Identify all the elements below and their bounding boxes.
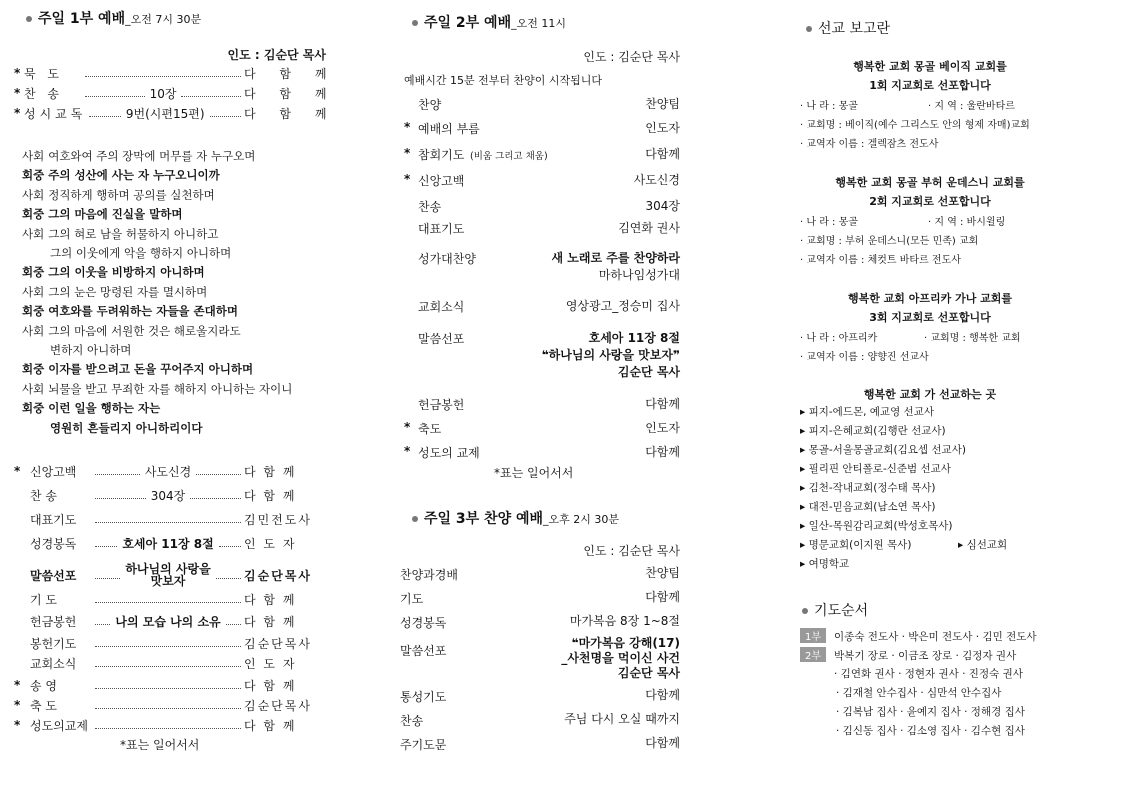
order-label: 찬양과경배 [400,568,458,582]
order-label: 예배의 부름 [418,122,480,136]
reading-text: 그의 이웃을 비방하지 아니하며 [48,265,205,280]
star-mark: * [14,106,21,120]
leader-dots [226,624,241,625]
order-person: 김순단목사 [244,568,312,583]
reading-text: 그의 눈은 망령된 자를 멸시하며 [48,284,208,299]
order-detail: 하나님의 사랑을 맛보자 [125,562,211,588]
star-mark: * [14,464,21,478]
order-label: 성도의 교제 [418,446,480,460]
order-label: 헌금봉헌 [418,398,465,412]
order-row [14,534,326,552]
bullet-dot-icon [412,516,418,522]
reading-speaker: 사회 [22,284,45,299]
order-person [645,590,680,605]
order-value: 304장 [645,199,680,213]
reading-speaker: 회중 [22,304,45,319]
mission-minister: · 교역자 이름 : 체컷트 바타르 전도사 [800,255,961,266]
order-label: 교회소식 [30,656,77,671]
star-mark: * [404,120,411,134]
order-row [396,396,686,414]
service-1-leader: 인도 : 김순단 목사 [227,48,326,62]
mission-country: · 나 라 : 몽골 [800,101,858,112]
order-detail: 나의 모습 나의 소유 [115,614,221,629]
mission-country: · 나 라 : 몽골 [800,217,858,228]
reading-speaker: 사회 [22,149,45,163]
reading-text: 여호와를 두려워하는 자들을 존대하며 [48,304,238,319]
star-mark: * [404,172,411,186]
order-person [645,120,680,137]
order-label: 찬송 [400,714,424,728]
order-row [396,298,686,316]
order-row [396,590,686,608]
order-label: 성시교독 [24,106,87,121]
order-person: 김순단목사 [244,698,312,713]
reading-line [50,342,131,358]
reading-text: 뇌물을 받고 무죄한 자를 해하지 아니하는 자이니 [48,381,293,396]
order-row [396,146,686,164]
reading-text: 이런 일을 행하는 자는 [48,401,161,416]
reading-line [22,167,220,183]
order-value: 사도신경 [633,173,680,187]
support-item: ▸ 여명학교 [800,558,850,570]
order-person [566,298,680,315]
star-mark: * [404,146,411,160]
order-value: ❝마가복음 강해(17) [571,636,680,650]
reading-line [22,264,205,280]
order-person: 다 함 께 [244,464,297,479]
prayer-line: · 김복남 집사 · 윤예지 집사 · 정해경 집사 [836,706,1025,718]
reading-text: 그의 이웃에게 악을 행하지 아니하며 [50,246,232,260]
order-person: 김민전도사 [244,512,312,527]
reading-text: 이자를 받으려고 돈을 꾸어주지 아니하며 [48,362,254,377]
order-person: 다 함 께 [244,614,297,629]
star-mark: * [14,66,21,80]
reading-line [22,148,255,164]
mission-declaration: 2회 지교회로 선포합니다 [869,195,991,208]
order-row [14,64,337,82]
reading-text: 그의 마음에 서원한 것은 해로울지라도 [48,323,241,338]
reading-line [22,303,238,319]
leader-dots [95,688,241,689]
reading-speaker: 회중 [22,265,45,280]
mission-church: · 교회명 : 베이직(예수 그리스도 안의 형제 자매)교회 [800,120,1030,131]
order-row [396,420,686,438]
order-label: 참회기도 [418,148,465,162]
support-item: ▸ 필리핀 안티폴로-신준범 선교사 [800,463,951,475]
mission-church: · 교회명 : 부허 운데스니(모든 민족) 교회 [800,236,979,247]
order-value: 다함께 [645,397,680,411]
badge-1bu: 1부 [800,628,826,643]
mission-country: · 나 라 : 아프리카 [800,333,878,344]
order-value: 새 노래로 주를 찬양하라 [551,251,680,265]
order-label: 찬양 [418,98,442,112]
mission-heading: 행복한 교회 몽골 베이직 교회를 [853,60,1007,73]
support-title: 행복한 교회 가 선교하는 곳 [863,388,997,401]
leader-dots [95,624,110,625]
order-row [396,220,686,238]
order-row [14,654,326,672]
order-person: 다 함 께 [244,86,337,101]
order-person [570,614,680,629]
prayer-line: · 김연화 권사 · 정현자 권사 · 진정숙 권사 [834,668,1023,680]
support-item: ▸ 피지-은혜교회(김행란 선교사) [800,425,946,437]
order-person: 다 함 께 [244,592,297,607]
order-label: 성가대찬양 [418,252,476,266]
badge-2bu: 2부 [800,647,826,662]
order-label: 통성기도 [400,690,447,704]
order-value-2: _사천명을 먹이신 사건 [561,651,680,665]
order-row [396,636,686,680]
order-label: 축 도 [30,698,57,713]
order-value: 호세아 11장 8절 [588,331,680,345]
leader-dots [210,116,242,117]
leader-dots [95,602,241,603]
service-3-leader: 인도 : 김순단 목사 [583,544,680,558]
prayer-line-2: 2부 박복기 장로 · 이금조 장로 · 김정자 권사 [800,647,1016,663]
order-row [396,614,686,632]
mission-declaration: 3회 지교회로 선포합니다 [869,311,991,324]
reading-text: 주의 성산에 사는 자 누구오니이까 [48,168,220,183]
reading-line [22,323,241,339]
order-row [396,330,686,379]
order-row [14,696,326,714]
mission-church: · 교회명 : 행복한 교회 [924,333,1021,344]
order-row [14,634,326,652]
order-row [14,612,326,630]
leader-dots [89,116,121,117]
order-label: 묵 도 [24,66,63,81]
leader-dots [95,498,146,499]
order-detail: 10장 [149,86,177,101]
reading-speaker: 사회 [22,187,45,202]
service-2-standing-note: *표는 일어서서 [494,466,574,480]
mission-heading: 행복한 교회 아프리카 가나 교회를 [847,292,1013,305]
order-row [396,172,686,190]
order-label: 신앙고백 [30,464,77,479]
order-label: 말씀선포 [400,644,447,658]
reading-text: 그의 혀로 남을 허물하지 아니하고 [48,226,219,241]
order-label: 축도 [418,422,442,436]
leader-dots [181,96,241,97]
order-detail: 사도신경 [144,464,192,479]
order-label: 대표기도 [30,512,77,527]
prayer-line: · 김신동 집사 · 김소영 집사 · 김수현 집사 [836,725,1025,737]
service-1-standing-note: *표는 일어서서 [120,738,200,752]
order-value: 다함께 [645,445,680,459]
order-row [14,84,337,102]
leader-dots [95,546,117,547]
reading-text: 그의 마음에 진실을 말하며 [48,207,183,222]
bullet-dot-icon [806,26,812,32]
support-item: ▸ 몽골-서울몽골교회(김요셉 선교사) [800,444,966,456]
order-row [14,590,326,608]
order-label: 찬 송 [24,86,63,101]
reading-line [50,420,202,436]
order-row [14,560,326,590]
service-2-leader: 인도 : 김순단 목사 [583,50,680,64]
order-person [645,146,680,163]
order-value-3: 김순단 목사 [617,365,680,379]
order-value: 다함께 [645,590,680,604]
reading-line [50,245,231,261]
prayer-title: 기도순서 [802,600,868,620]
leader-dots [95,666,241,667]
support-item: ▸ 김천-작내교회(정수태 목사) [800,482,936,494]
order-detail: 9번(시편15편) [125,106,205,121]
order-person [645,96,680,113]
leader-dots [196,474,241,475]
order-row [396,712,686,730]
reading-speaker: 회중 [22,401,45,416]
reading-speaker: 사회 [22,226,45,241]
support-item: ▸ 명문교회(이지원 목사) [800,539,912,551]
mission-region: · 지 역 : 바시윌링 [928,217,1006,228]
order-value: 찬양팀 [645,97,680,111]
leader-dots [190,498,241,499]
leader-dots [95,646,241,647]
star-mark: * [404,420,411,434]
star-mark: * [14,86,21,100]
bullet-dot-icon [802,608,808,614]
order-label: 송 영 [30,678,57,693]
mission-minister: · 교역자 이름 : 겔렉잠츠 전도사 [800,139,939,150]
order-label: 찬 송 [30,488,57,503]
reading-line [22,206,182,222]
order-label: 신앙고백 [418,174,465,188]
order-person: 김순단목사 [244,636,312,651]
reading-speaker: 회중 [22,168,45,183]
reading-line [22,400,160,416]
reading-text: 영원히 흔들리지 아니하리이다 [50,420,203,435]
order-label: 주기도문 [400,738,447,752]
support-item: ▸ 일산-목원감리교회(박성호목사) [800,520,953,532]
order-person [552,250,680,284]
leader-dots [219,546,241,547]
order-person [645,396,680,413]
mission-title: 선교 보고란 [806,18,890,38]
mission-heading: 행복한 교회 몽골 부허 운데스니 교회를 [835,176,1025,189]
order-person [561,636,680,681]
order-row [14,510,326,528]
order-row [396,198,686,216]
order-value: 김연화 권사 [618,221,680,235]
order-person: 인 도 자 [244,656,297,671]
order-row [396,736,686,754]
order-person [634,172,680,189]
support-item: ▸ 심선교회 [958,539,1008,551]
order-person: 다 함 께 [244,66,337,81]
order-person: 인 도 자 [244,536,297,551]
order-label: 봉헌기도 [30,636,77,651]
order-value: 인도자 [645,421,680,435]
bullet-dot-icon [412,20,418,26]
reading-text: 정직하게 행하며 공의를 실천하며 [48,187,215,202]
order-label: 말씀선포 [418,332,465,346]
order-value: 다함께 [645,688,680,702]
star-mark: * [404,444,411,458]
order-value: 인도자 [645,121,680,135]
mission-declaration: 1회 지교회로 선포합니다 [869,79,991,92]
order-detail: 호세아 11장 8절 [122,536,214,551]
order-label: 헌금봉헌 [30,614,77,629]
order-value: 마가복음 8장 1~8절 [569,614,680,628]
leader-dots [95,578,120,579]
leader-dots [95,728,241,729]
order-value: 주님 다시 오실 때까지 [564,712,680,726]
order-label: 성경봉독 [400,616,447,630]
prayer-line: · 김재철 안수집사 · 심만석 안수집사 [836,687,1002,699]
reading-speaker: 회중 [22,362,45,377]
reading-line [22,381,292,397]
order-person [645,566,680,581]
order-person [564,712,680,727]
order-person [646,198,681,215]
order-person [542,330,680,381]
order-note: (비움 그리고 채움) [470,151,548,162]
leader-dots [95,522,241,523]
order-label: 말씀선포 [30,568,77,583]
order-person: 다 함 께 [244,718,297,733]
order-detail: 304장 [150,488,186,503]
order-row [396,120,686,138]
order-person [645,444,680,461]
order-value: 영상광고_정승미 집사 [565,299,680,313]
support-item: ▸ 피지-에드몬, 예교영 선교사 [800,406,934,418]
reading-speaker: 사회 [22,323,45,338]
order-label: 교회소식 [418,300,465,314]
order-label: 기 도 [30,592,57,607]
order-row [396,688,686,706]
bullet-dot-icon [26,16,32,22]
order-row [14,486,326,504]
order-row [396,566,686,584]
reading-line [22,361,253,377]
star-mark: * [14,698,21,712]
reading-speaker: 사회 [22,381,45,396]
order-row [14,462,326,480]
order-value-2: ❝하나님의 사랑을 맛보자❞ [541,348,680,362]
order-label: 대표기도 [418,222,465,236]
order-person: 다 함 께 [244,106,337,121]
order-row [14,104,337,122]
mission-region: · 지 역 : 울란바타르 [928,101,1015,112]
order-label: 성도의교제 [30,718,88,733]
leader-dots [85,96,145,97]
reading-speaker: 회중 [22,207,45,222]
order-row [396,444,686,462]
order-value: 다함께 [645,147,680,161]
star-mark: * [14,718,21,732]
order-value: 다함께 [645,736,680,750]
order-row [14,716,326,734]
service-2-intro: 예배시간 15분 전부터 찬양이 시작됩니다 [404,74,602,87]
order-person [645,688,680,703]
leader-dots [216,578,241,579]
service-1-title: 주일 1부 예배_오전 7시 30분 [26,8,201,28]
order-value-2: 마하나임성가대 [598,268,680,282]
reading-text: 여호와여 주의 장막에 머무를 자 누구오며 [48,149,256,163]
order-row [14,676,326,694]
order-person: 다 함 께 [244,488,297,503]
order-row [396,250,686,282]
service-2-title: 주일 2부 예배_오전 11시 [412,12,566,32]
order-person [645,736,680,751]
service-3-title: 주일 3부 찬양 예배_오후 2시 30분 [412,508,619,528]
reading-line [22,284,207,300]
order-person: 다 함 께 [244,678,297,693]
support-item: ▸ 대전-믿음교회(남소연 목사) [800,501,936,513]
reading-line [22,226,218,242]
order-person [645,420,680,437]
leader-dots [95,708,241,709]
prayer-line-1: 1부 이종숙 전도사 · 박은미 전도사 · 김민 전도사 [800,628,1037,644]
order-label: 기도 [400,592,424,606]
order-value-3: 김순단 목사 [617,666,680,680]
mission-minister: · 교역자 이름 : 양향진 선교사 [800,352,929,363]
order-label: 찬송 [418,200,442,214]
order-row [396,96,686,114]
order-person [618,220,680,237]
star-mark: * [14,678,21,692]
reading-text: 변하지 아니하며 [50,343,132,357]
order-value: 찬양팀 [645,566,680,580]
leader-dots [95,474,140,475]
order-label: 성경봉독 [30,536,77,551]
leader-dots [85,76,241,77]
reading-line [22,187,215,203]
